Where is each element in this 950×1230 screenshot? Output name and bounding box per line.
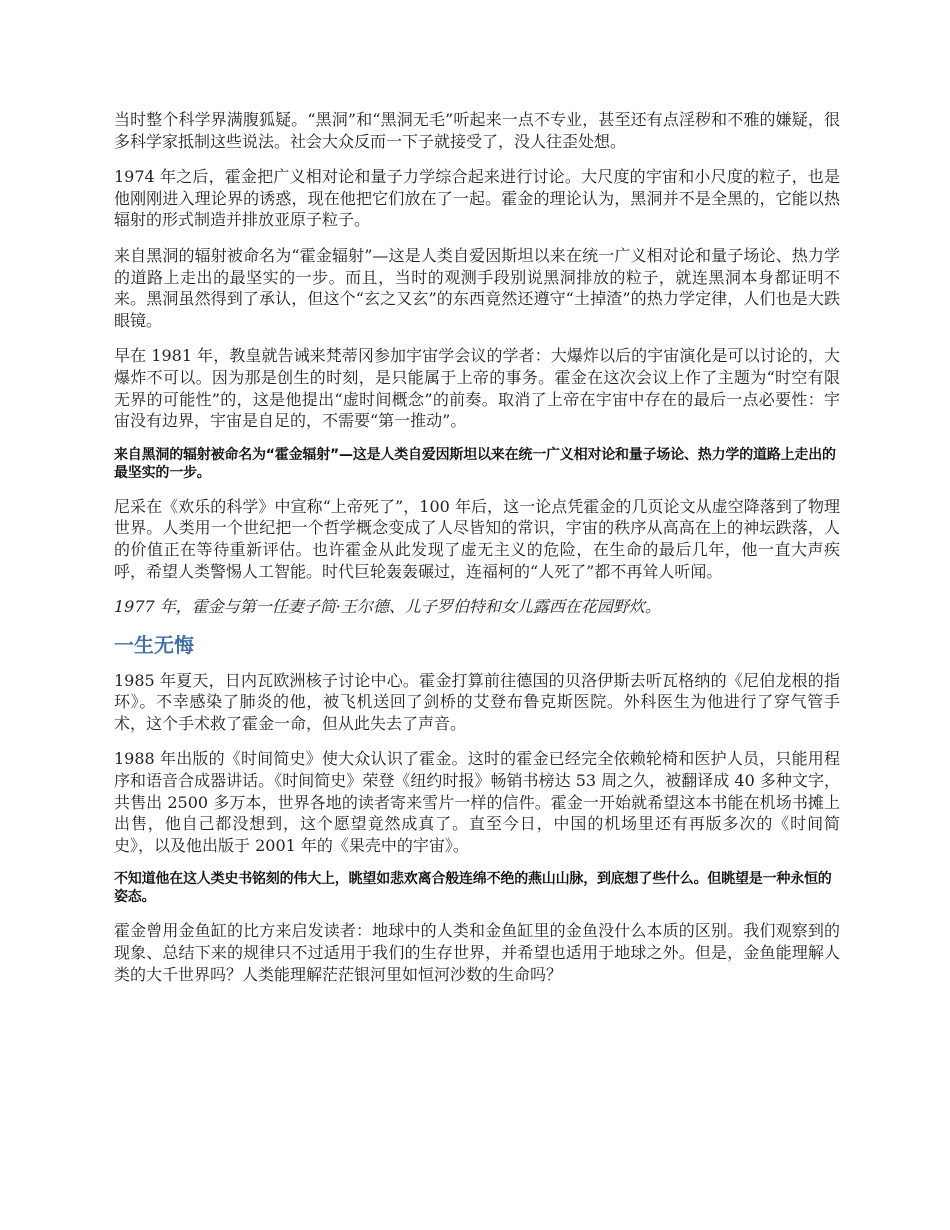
article-body [114,109,840,999]
pullquote-yanshan: 不知道他在这人类史书铭刻的伟大上，眺望如悲欢离合般连绵不绝的燕山山脉，到底想了些什么。但眺望是一种永恒的姿态。 [114,871,832,906]
paragraph-hawking-radiation: 来自黑洞的辐射被命名为“霍金辐射”—这是人类自爱因斯坦以来在统一广义相对论和量子场论、热力学的道路上走出的最坚实的一步。而且，当时的观测手段别说黑洞排放的粒子，就连黑洞本身都证明不来。黑洞虽然得到了承认，但这个“玄之又玄”的东西竟然还遵守“土掉渣”的热力学定律，人们也是大跌眼镜。 [114,245,840,330]
paragraph-scientific-doubt: 当时整个科学界满腹狐疑。“黑洞”和“黑洞无毛”听起来一点不专业，甚至还有点淫秽和不雅的嫌疑，很多科学家抵制这些说法。社会大众反而一下子就接受了，没人往歪处想。 [114,110,840,151]
paragraph-1985-summer: 1985 年夏天，日内瓦欧洲核子讨论中心。霍金打算前往德国的贝洛伊斯去听瓦格纳的《尼伯龙根的指环》。不幸感染了肺炎的他，被飞机送回了剑桥的艾登布鲁克斯医院。外科医生为他进行了穿气管手术，这个手术救了霍金一命，但从此失去了声音。 [114,670,840,733]
paragraph-nietzsche: 尼采在《欢乐的科学》中宣称“上帝死了”，100 年后，这一论点凭霍金的几页论文从虚空降落到了物理世界。人类用一个世纪把一个哲学概念变成了人尽皆知的常识，宇宙的秩序从高高在上的神坛跌落，人的价值正在等待重新评估。也许霍金从此发现了虚无主义的危险，在生命的最后几年，他一直大声疾呼，希望人类警惕人工智能。时代巨轮轰轰碾过，连福柯的“人死了”都不再耸人听闻。 [114,496,840,581]
paragraph-brief-history: 1988 年出版的《时间简史》使大众认识了霍金。这时的霍金已经完全依赖轮椅和医护人员，只能用程序和语音合成器讲话。《时间简史》荣登《纽约时报》畅销书榜达 53 周之久，被翻译成 40 多种文字，共售出 2500 多万本，世界各地的读者寄来雪片一样的信件。霍金一开始就希望这本书能在机场书摊上出售，他自己都没想到，这个愿望竟然成真了。直至今日，中国的机场里还有再版多次的《时间简史》，以及他出版于 2001 年的《果壳中的宇宙》。 [114,749,840,855]
paragraph-goldfish-bowl: 霍金曾用金鱼缸的比方来启发读者：地球中的人类和金鱼缸里的金鱼没什么本质的区别。我们观察到的现象、总结下来的规律只不过适用于我们的生存世界，并希望也适用于地球之外。但是，金鱼能理解人类的大千世界吗？人类能理解茫茫银河里如恒河沙数的生命吗？ [114,921,840,984]
photo-caption: 1977 年，霍金与第一任妻子简·王尔德、儿子罗伯特和女儿露西在花园野炊。 [114,597,661,617]
section-heading: 一生无悔 [114,632,194,657]
pullquote-hawking-radiation: 来自黑洞的辐射被命名为“霍金辐射”—这是人类自爱因斯坦以来在统一广义相对论和量子场论、热力学的道路上走出的最坚实的一步。 [114,446,836,481]
paragraph-1974-theory: 1974 年之后，霍金把广义相对论和量子力学综合起来进行讨论。大尺度的宇宙和小尺度的粒子，也是他刚刚进入理论界的诱惑，现在他把它们放在了一起。霍金的理论认为，黑洞并不是全黑的，它能以热辐射的形式制造并排放亚原子粒子。 [114,167,840,230]
paragraph-1981-pope: 早在 1981 年，教皇就告诫来梵蒂冈参加宇宙学会议的学者：大爆炸以后的宇宙演化是可以讨论的，大爆炸不可以。因为那是创生的时刻，是只能属于上帝的事务。霍金在这次会议上作了主题为“时空有限无界的可能性”的，这是他提出“虚时间概念”的前奏。取消了上帝在宇宙中存在的最后一点必要性：宇宙没有边界，宇宙是自足的，不需要“第一推动”。 [114,346,840,431]
